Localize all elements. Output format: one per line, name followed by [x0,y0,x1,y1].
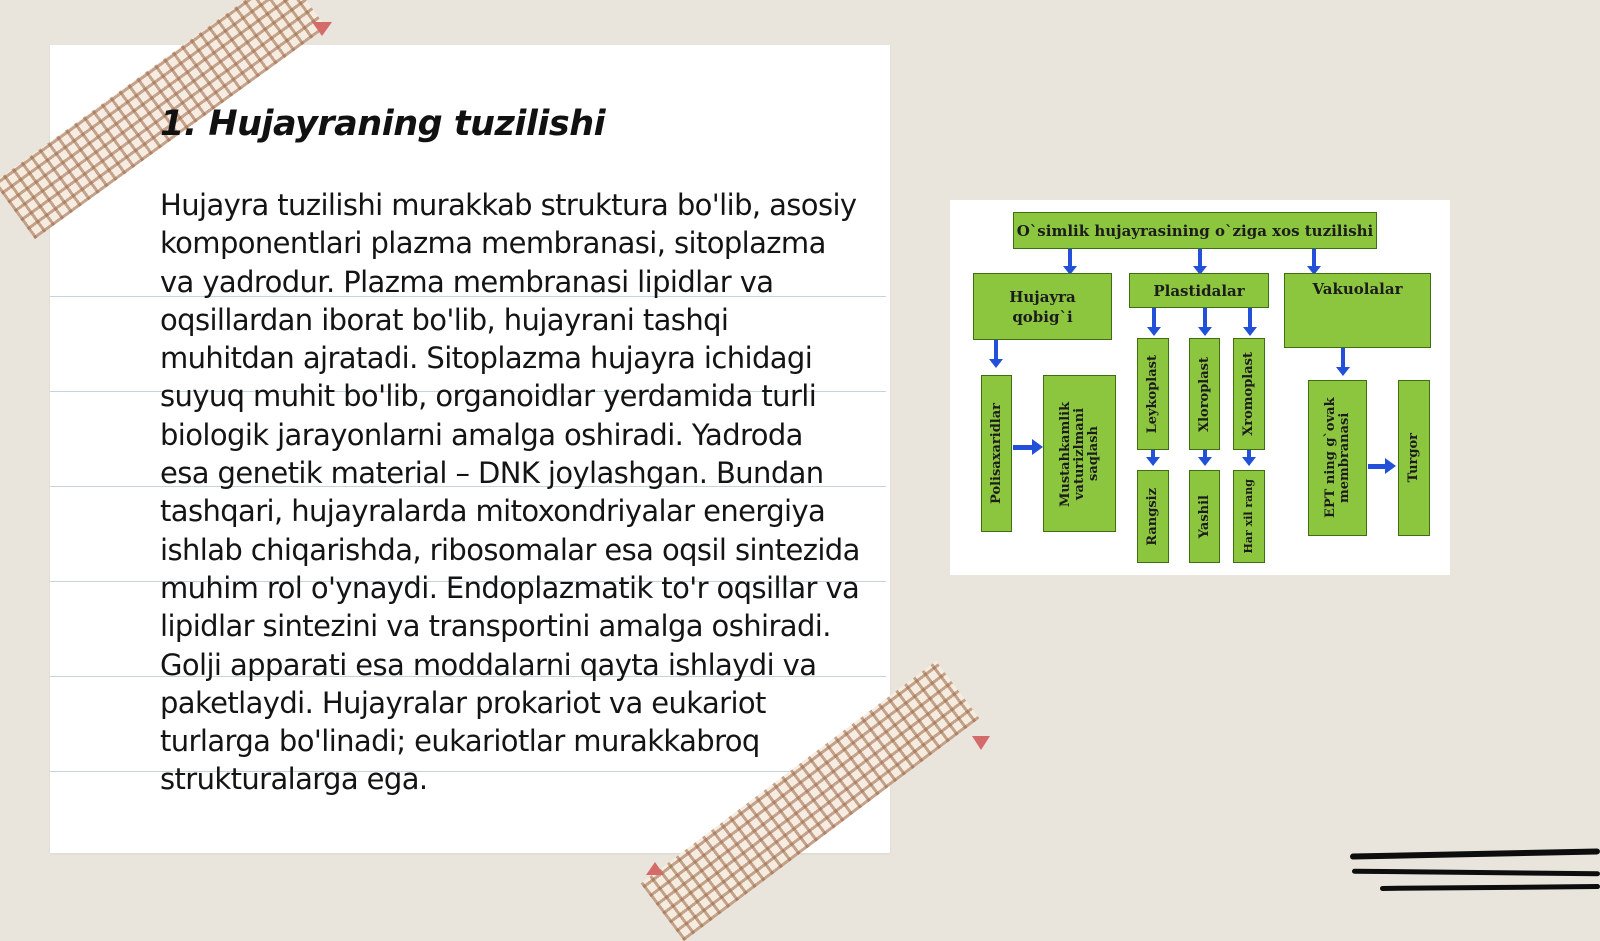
box-er-membrane [1308,380,1367,536]
box-er-membrane-label: EPT ning g`ovak membranasi [1322,397,1352,519]
arrow-right [1013,445,1033,450]
box-chloroplast-label: Xloroplast [1196,356,1212,432]
arrow-down [1068,249,1072,267]
category-vacuoles: Vakuolalar [1284,273,1431,348]
decorative-stroke [1352,869,1600,877]
arrow-down [1341,348,1345,368]
decorative-stroke [1380,884,1600,891]
slide-body-text: Hujayra tuzilishi murakkab struktura bo'lib, asosiy komponentlari plazma membranasi, sitoplazma va yadrodur. Plazma membranasi lipidlar va oqsillardan iborat bo'lib, hujayrani tashqi muhitdan ajratadi. Sitoplazma hujayra ichidagi suyuq muhit bo'lib, organoidlar yerdamida turli biologik jarayonlarni amalga oshiradi. Yadroda esa genetik material – DNK joylashgan. Bundan tashqari, hujayralarda mitoxondriyalar energiya ishlab chiqarishda, ribosomalar esa oqsil sintezida muhim rol o'ynaydi. Endoplazmatik to'r oqsillar va lipidlar sintezini va transportini amalga oshiradi. Golji apparati esa moddalarni qayta ishlaydi va paketlaydi. Hujayralar prokariot va eukariot turlarga bo'linadi; eukariotlar murakkabroq strukturalarga ega. [160,188,860,797]
box-polysaccharides-label: Polisaxaridlar [988,403,1004,504]
box-chloroplast [1189,338,1220,450]
box-strength [1043,375,1116,532]
arrow-down [1203,450,1207,458]
category-plastids: Plastidalar [1129,273,1269,308]
arrow-down [994,340,998,360]
slide-title: 1. Hujayraning tuzilishi [160,104,606,144]
arrow-down [1247,450,1251,458]
decorative-stroke [1350,848,1600,859]
box-turgor [1398,380,1430,536]
box-various-colors [1233,470,1265,563]
box-turgor-label: Turgor [1406,433,1421,483]
arrow-right [1368,464,1386,469]
category-cell-wall: Hujayra qobig`i [973,273,1112,340]
arrow-down [1248,308,1252,328]
tape-corner-accent [646,862,664,875]
box-various-colors-label: Har xil rang [1242,479,1255,554]
box-colorless [1137,470,1169,563]
box-leucoplast-label: Leykoplast [1145,354,1160,434]
tape-corner-accent [312,22,332,36]
box-leucoplast [1137,338,1169,450]
arrow-down [1312,249,1316,267]
arrow-down [1152,308,1156,328]
box-colorless-label: Rangsiz [1145,487,1160,546]
box-chromoplast-label: Xromoplast [1241,352,1256,436]
diagram-root-box: O`simlik hujayrasining o`ziga xos tuzilishi [1013,212,1377,249]
tape-corner-accent [972,736,990,750]
arrow-down [1198,249,1202,267]
box-green-label: Yashil [1196,494,1212,539]
arrow-down [1151,450,1155,458]
plant-cell-diagram [950,200,1450,575]
box-chromoplast [1233,338,1265,450]
box-polysaccharides [981,375,1012,532]
box-green [1189,470,1220,563]
arrow-down [1203,308,1207,328]
box-strength-label: Mustahkamlik vaturizlmani saqlash [1057,400,1101,507]
